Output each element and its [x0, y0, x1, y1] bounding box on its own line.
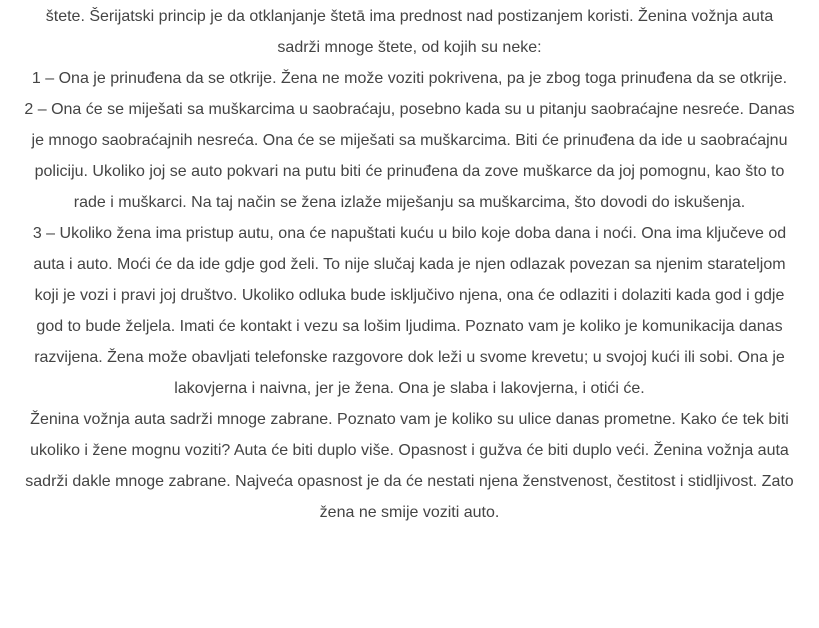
conclusion-paragraph: Ženina vožnja auta sadrži mnoge zabrane. Poznato vam je koliko su ulice danas prometne. Kako će tek biti ukoliko i žene mognu voziti? Auta će biti duplo više. Opasnost i gužva će biti duplo veći. Ženina vožnja auta sadrži dakle mnoge zabrane. Najveća opasnost je da će nestati njena ženstvenost, čestitost i stidljivost. Zato žena ne smije voziti auto. [25, 411, 794, 521]
point-2-paragraph: 2 – Ona će se miješati sa muškarcima u saobraćaju, posebno kada su u pitanju saobraćajne nesreće. Danas je mnogo saobraćajnih nesreća. Ona će se miješati sa muškarcima. Biti će prinuđena da ide u saobraćajnu policiju. Ukoliko joj se auto pokvari na putu biti će prinuđena da zove muškarce da joj pomognu, kao što to rade i muškarci. Na taj način se žena izlaže miješanju sa muškarcima, što dovodi do iskušenja. [24, 101, 795, 211]
article-body [24, 1, 795, 528]
point-3-paragraph: 3 – Ukoliko žena ima pristup autu, ona će napuštati kuću u bilo koje doba dana i noći. Ona ima ključeve od auta i auto. Moći će da ide gdje god želi. To nije slučaj kada je njen odlazak povezan sa njenim starateljom koji je vozi i pravi joj društvo. Ukoliko odluka bude isključivo njena, ona će odlaziti i dolaziti kada god i gdje god to bude željela. Imati će kontakt i vezu sa lošim ljudima. Poznato vam je koliko je komunikacija danas razvijena. Žena može obavljati telefonske razgovore dok leži u svome krevetu; u svojoj kući ili sobi. Ona je lakovjerna i naivna, jer je žena. Ona je slaba i lakovjerna, i otići će. [32, 225, 787, 397]
intro-paragraph: štete. Šerijatski princip je da otklanjanje štetā ima prednost nad postizanjem koristi. Ženina vožnja auta sadrži mnoge štete, od kojih su neke: [45, 8, 774, 56]
point-1-paragraph: 1 – Ona je prinuđena da se otkrije. Žena ne može voziti pokrivena, pa je zbog toga prinuđena da se otkrije. [31, 70, 788, 87]
